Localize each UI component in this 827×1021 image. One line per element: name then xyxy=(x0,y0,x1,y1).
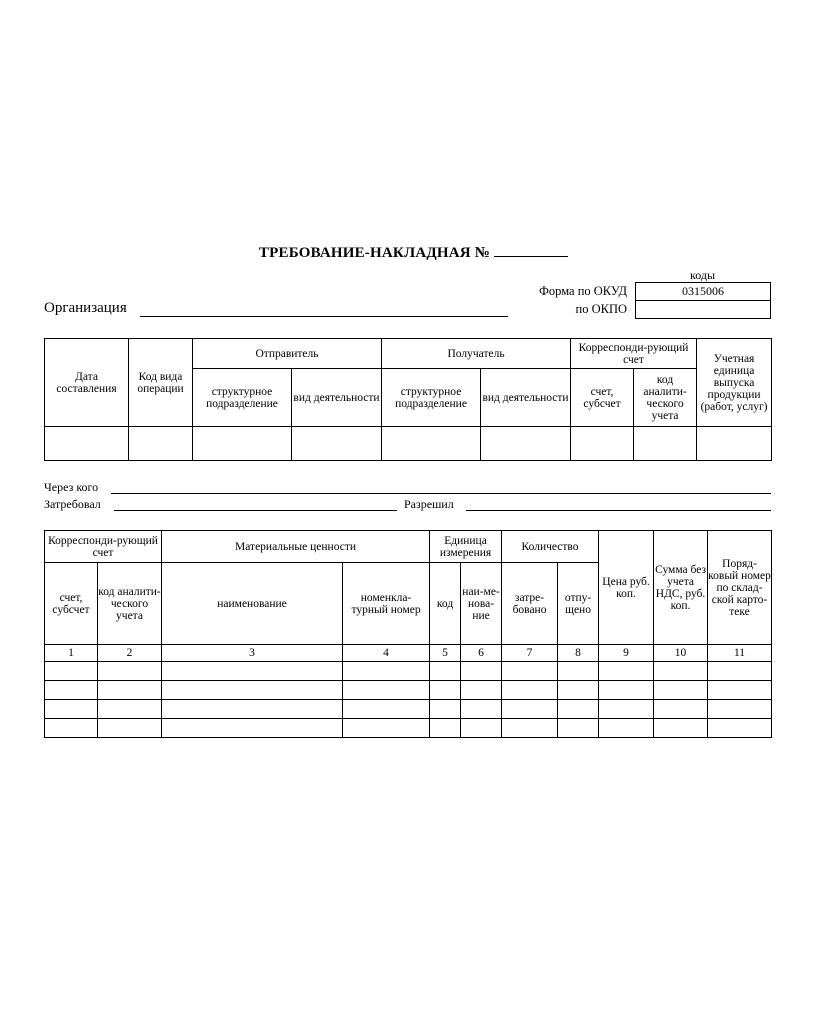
table-cell[interactable] xyxy=(343,662,430,681)
table-cell[interactable] xyxy=(708,662,772,681)
sender-activity-cell[interactable] xyxy=(292,427,382,461)
table-cell[interactable] xyxy=(343,719,430,738)
table-cell[interactable] xyxy=(430,719,461,738)
table-cell[interactable] xyxy=(98,719,162,738)
table-cell[interactable] xyxy=(430,700,461,719)
table-cell[interactable] xyxy=(708,681,772,700)
table-cell[interactable] xyxy=(461,719,502,738)
table-cell[interactable] xyxy=(430,681,461,700)
table-cell[interactable] xyxy=(162,662,343,681)
table-cell[interactable] xyxy=(45,681,98,700)
table-cell[interactable] xyxy=(343,700,430,719)
okud-value[interactable]: 0315006 xyxy=(682,284,724,298)
table-cell[interactable] xyxy=(162,681,343,700)
account-cell[interactable] xyxy=(571,427,634,461)
table-cell[interactable] xyxy=(558,700,599,719)
table-cell[interactable] xyxy=(599,681,654,700)
table-cell[interactable] xyxy=(558,681,599,700)
op-code-cell[interactable] xyxy=(129,427,193,461)
column-number: 6 xyxy=(461,645,502,662)
unit-header: Учетная единица выпуска продукции (работ, услуг) xyxy=(697,339,772,427)
account-header: счет, субсчет xyxy=(45,563,98,645)
permitted-field[interactable] xyxy=(466,510,771,511)
codes-header: коды xyxy=(689,268,716,282)
table-cell[interactable] xyxy=(599,662,654,681)
column-number: 11 xyxy=(708,645,772,662)
table-cell[interactable] xyxy=(45,719,98,738)
table-cell[interactable] xyxy=(654,681,708,700)
card-no-header: Поряд-ковый номер по склад-ской карто-теке xyxy=(708,531,772,645)
codes-box xyxy=(635,282,771,319)
table-cell[interactable] xyxy=(343,681,430,700)
table-cell[interactable] xyxy=(599,719,654,738)
table-cell[interactable] xyxy=(98,700,162,719)
sender-header: Отправитель xyxy=(193,339,382,369)
sender-struct-header: структурное подразделение xyxy=(193,369,292,427)
through-label: Через кого xyxy=(44,480,99,494)
date-cell[interactable] xyxy=(45,427,129,461)
table-cell[interactable] xyxy=(45,662,98,681)
column-number: 1 xyxy=(45,645,98,662)
header-table xyxy=(44,338,772,461)
permitted-label: Разрешил xyxy=(404,497,454,511)
table-cell[interactable] xyxy=(98,662,162,681)
table-cell[interactable] xyxy=(162,700,343,719)
table-row xyxy=(45,662,772,681)
table-cell[interactable] xyxy=(654,719,708,738)
requested-field[interactable] xyxy=(114,510,397,511)
account-header: счет, субсчет xyxy=(571,369,634,427)
requested-label: Затребовал xyxy=(44,497,101,511)
table-cell[interactable] xyxy=(558,719,599,738)
table-cell[interactable] xyxy=(708,700,772,719)
nomenclature-header: номенкла-турный номер xyxy=(343,563,430,645)
receiver-struct-cell[interactable] xyxy=(382,427,481,461)
column-number: 9 xyxy=(599,645,654,662)
column-numbers-row xyxy=(45,645,772,662)
title-text: ТРЕБОВАНИЕ-НАКЛАДНАЯ № xyxy=(258,245,491,261)
table-row xyxy=(45,700,772,719)
table-cell[interactable] xyxy=(502,719,558,738)
table-row xyxy=(45,427,772,461)
column-number: 10 xyxy=(654,645,708,662)
okpo-value[interactable] xyxy=(636,300,770,318)
table-cell[interactable] xyxy=(461,662,502,681)
receiver-activity-header: вид деятельности xyxy=(481,369,571,427)
table-cell[interactable] xyxy=(45,700,98,719)
table-cell[interactable] xyxy=(654,700,708,719)
op-code-header: Код вида операции xyxy=(129,339,193,427)
column-number: 3 xyxy=(162,645,343,662)
sender-activity-header: вид деятельности xyxy=(292,369,382,427)
table-cell[interactable] xyxy=(708,719,772,738)
organization-field[interactable] xyxy=(140,316,508,317)
table-cell[interactable] xyxy=(599,700,654,719)
document-number-field[interactable] xyxy=(494,243,568,257)
column-number: 7 xyxy=(502,645,558,662)
receiver-struct-header: структурное подразделение xyxy=(382,369,481,427)
table-cell[interactable] xyxy=(502,700,558,719)
sum-header: Сумма без учета НДС, руб. коп. xyxy=(654,531,708,645)
column-number: 2 xyxy=(98,645,162,662)
table-cell[interactable] xyxy=(162,719,343,738)
organization-label: Организация xyxy=(44,300,127,316)
materials-header: Материальные ценности xyxy=(162,531,430,563)
table-cell[interactable] xyxy=(502,681,558,700)
corr-account-header: Корреспонди-рующий счет xyxy=(45,531,162,563)
materials-table xyxy=(44,530,772,738)
table-cell[interactable] xyxy=(461,681,502,700)
sender-struct-cell[interactable] xyxy=(193,427,292,461)
requested-header: затре-бовано xyxy=(502,563,558,645)
table-cell[interactable] xyxy=(98,681,162,700)
name-header: наименование xyxy=(162,563,343,645)
unit-code-header: код xyxy=(430,563,461,645)
table-cell[interactable] xyxy=(461,700,502,719)
column-number: 5 xyxy=(430,645,461,662)
through-field[interactable] xyxy=(111,493,771,494)
released-header: отпу-щено xyxy=(558,563,599,645)
column-number: 8 xyxy=(558,645,599,662)
analytic-code-cell[interactable] xyxy=(634,427,697,461)
date-header: Дата составления xyxy=(45,339,129,427)
table-row xyxy=(45,719,772,738)
okud-label: Форма по ОКУД xyxy=(539,284,627,298)
price-header: Цена руб. коп. xyxy=(599,531,654,645)
okpo-label: по ОКПО xyxy=(575,302,627,316)
table-cell[interactable] xyxy=(430,662,461,681)
quantity-header: Количество xyxy=(502,531,599,563)
table-cell[interactable] xyxy=(502,662,558,681)
document-title xyxy=(0,243,827,262)
unit-name-header: наи-ме-нова-ние xyxy=(461,563,502,645)
table-cell[interactable] xyxy=(558,662,599,681)
receiver-activity-cell[interactable] xyxy=(481,427,571,461)
receiver-header: Получатель xyxy=(382,339,571,369)
column-number: 4 xyxy=(343,645,430,662)
analytic-code-header: код аналити-ческого учета xyxy=(634,369,697,427)
unit-cell[interactable] xyxy=(697,427,772,461)
analytic-code-header: код аналити-ческого учета xyxy=(98,563,162,645)
measure-unit-header: Единица измерения xyxy=(430,531,502,563)
table-row xyxy=(45,681,772,700)
table-cell[interactable] xyxy=(654,662,708,681)
corr-account-header: Корреспонди-рующий счет xyxy=(571,339,697,369)
